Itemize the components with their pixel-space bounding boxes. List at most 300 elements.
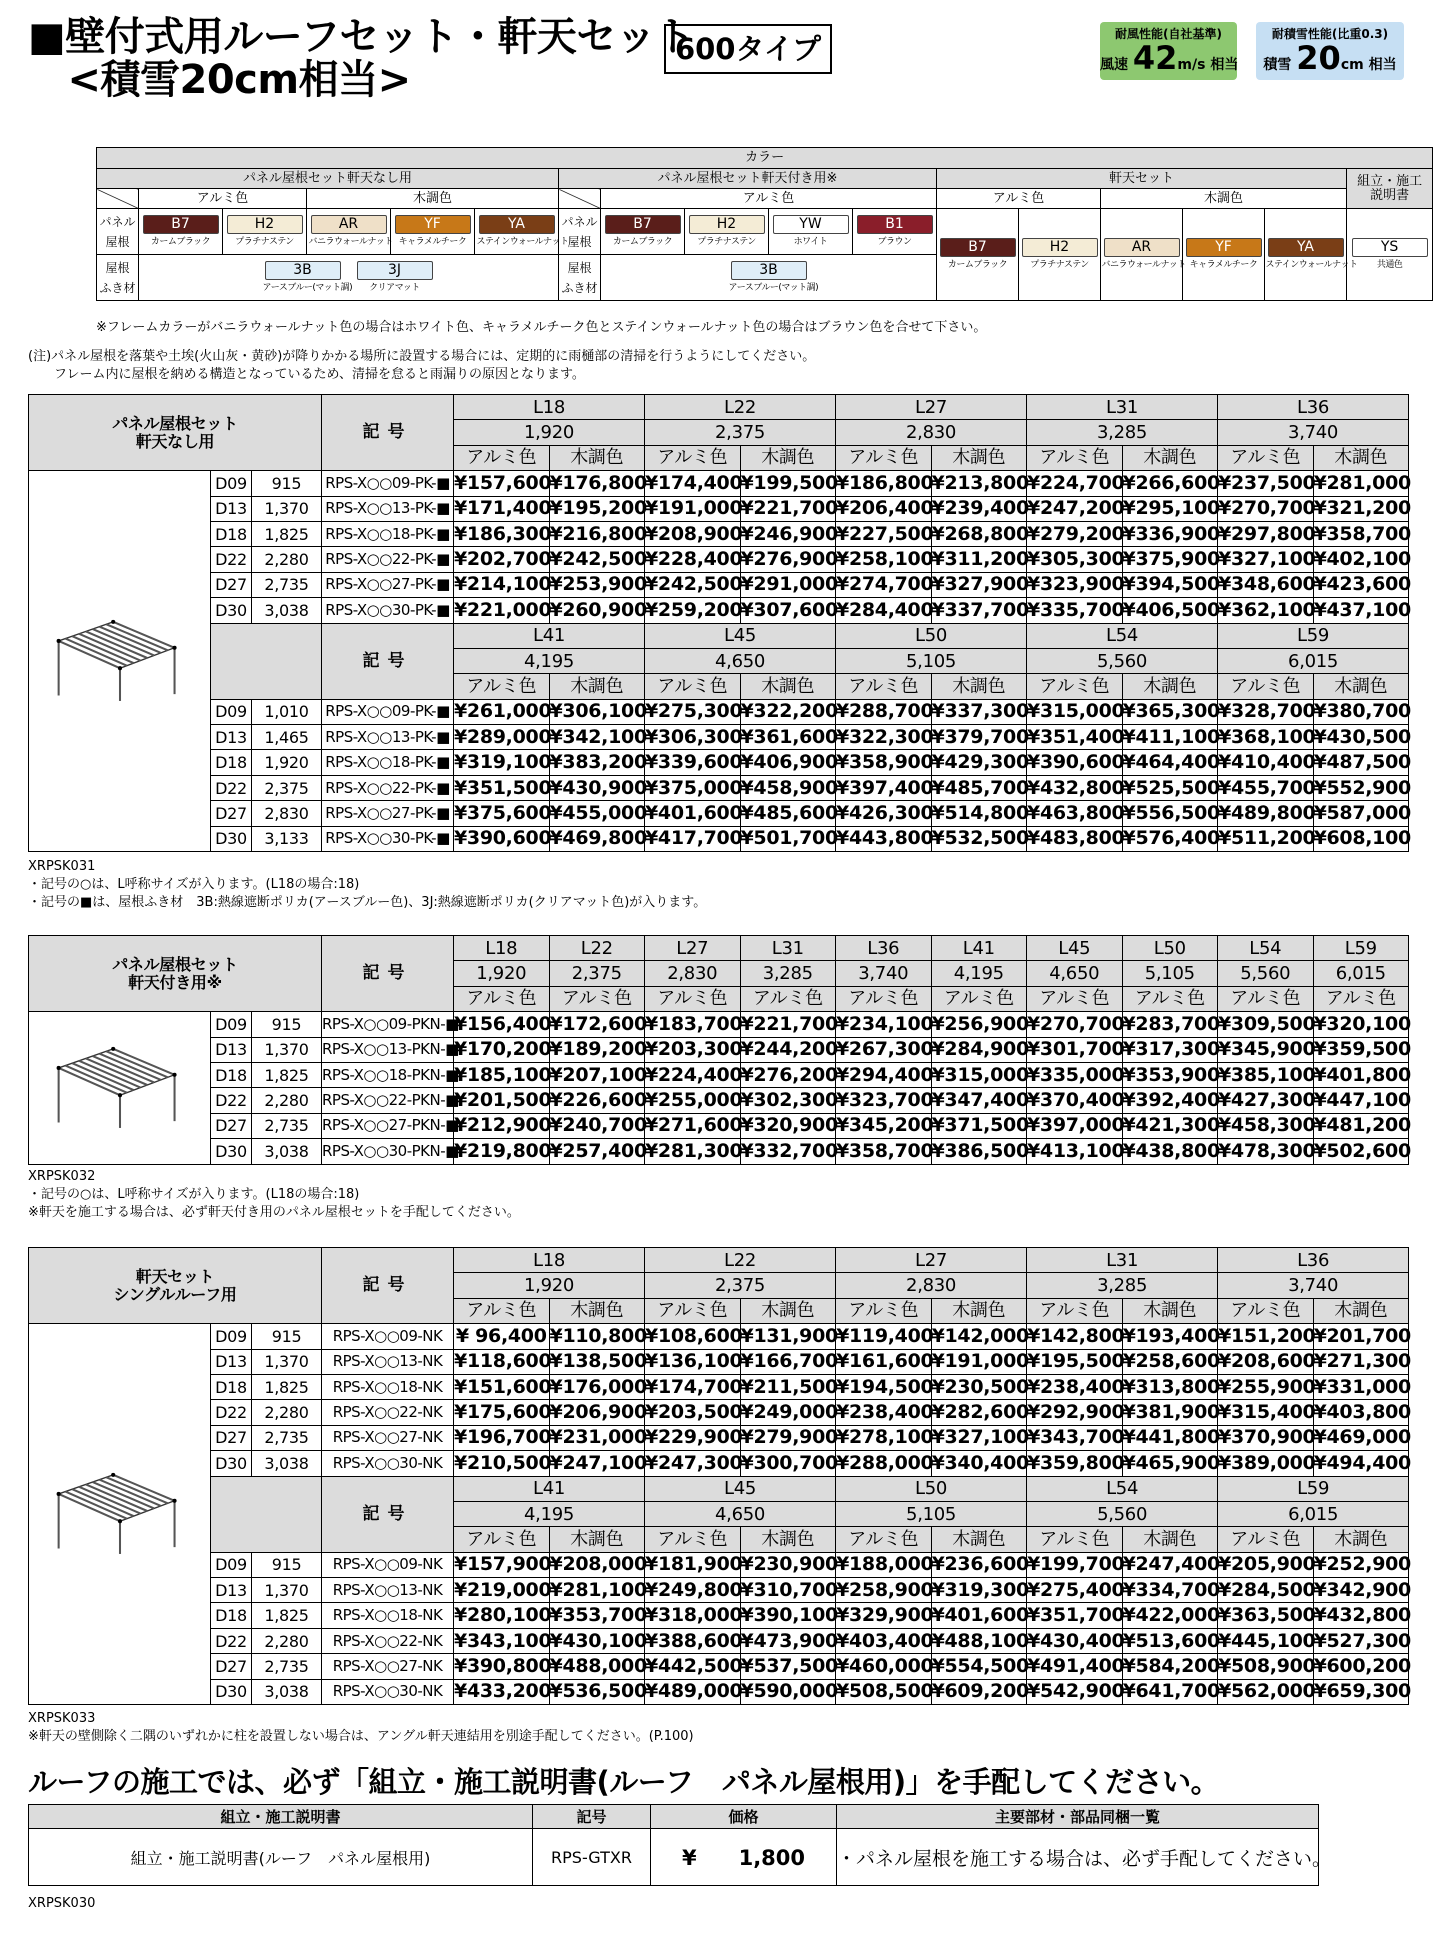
depth-mm: 2,735 [252, 1654, 322, 1679]
length-header: L36 [1218, 395, 1409, 420]
width-header: 3,285 [1027, 1273, 1218, 1298]
price-cell: ¥554,500 [931, 1654, 1027, 1679]
manual-header-name: 組立・施工説明書 [29, 1805, 533, 1829]
item-code: RPS-X○○22-NK [322, 1628, 454, 1653]
width-header: 4,650 [1027, 961, 1123, 986]
price-cell: ¥284,500 [1218, 1578, 1314, 1603]
depth-code: D13 [211, 725, 252, 750]
color-chip [601, 209, 685, 255]
price-cell: ¥353,700 [549, 1603, 645, 1628]
price-cell: ¥417,700 [645, 826, 741, 851]
color-swatch: B7 [940, 238, 1016, 257]
price-cell: ¥323,700 [836, 1088, 932, 1113]
length-header: L41 [454, 623, 645, 648]
price-cell: ¥306,100 [549, 699, 645, 724]
price-cell: ¥309,500 [1218, 1012, 1314, 1037]
price-cell: ¥279,900 [740, 1425, 836, 1450]
depth-mm: 2,735 [252, 572, 322, 597]
roof-name: クリアマット [369, 283, 420, 293]
depth-code: D13 [211, 496, 252, 521]
color-name: ブラウン [877, 237, 912, 247]
depth-mm: 1,825 [252, 1374, 322, 1399]
color-header: アルミ色 [1218, 1527, 1314, 1552]
price-cell: ¥358,700 [1313, 521, 1409, 546]
table-row [29, 1062, 1409, 1087]
color-header: 木調色 [549, 445, 645, 470]
price-cell: ¥189,200 [549, 1037, 645, 1062]
price-cell: ¥191,000 [931, 1349, 1027, 1374]
price-cell: ¥305,300 [1027, 547, 1123, 572]
price-cell: ¥430,500 [1313, 725, 1409, 750]
depth-mm: 1,370 [252, 496, 322, 521]
table-row [29, 1603, 1409, 1628]
price-cell: ¥584,200 [1122, 1654, 1218, 1679]
price-cell: ¥136,100 [645, 1349, 741, 1374]
color-swatch: YF [1186, 238, 1262, 257]
price-cell: ¥313,800 [1122, 1374, 1218, 1399]
price-cell: ¥422,000 [1122, 1603, 1218, 1628]
price-cell: ¥219,000 [454, 1578, 550, 1603]
depth-mm: 3,038 [252, 1679, 322, 1704]
price-cell: ¥438,800 [1122, 1139, 1218, 1164]
price-cell: ¥259,200 [645, 598, 741, 623]
color-swatch: H2 [689, 215, 765, 234]
price-cell: ¥411,100 [1122, 725, 1218, 750]
price-cell: ¥413,100 [1027, 1139, 1123, 1164]
price-cell: ¥430,400 [1027, 1628, 1123, 1653]
snow-prefix: 積雪 [1263, 57, 1292, 73]
price-cell: ¥318,000 [645, 1603, 741, 1628]
width-header: 5,105 [836, 648, 1027, 673]
price-cell: ¥455,000 [549, 801, 645, 826]
g2-alumi: アルミ色 [601, 189, 937, 209]
length-header: L36 [1218, 1248, 1409, 1273]
price-cell: ¥194,500 [836, 1374, 932, 1399]
color-name: ステインウォールナット [476, 237, 569, 247]
price-cell: ¥659,300 [1313, 1679, 1409, 1704]
width-header: 6,015 [1218, 1501, 1409, 1526]
price-cell: ¥315,000 [1027, 699, 1123, 724]
depth-code: D09 [211, 699, 252, 724]
depth-mm: 2,280 [252, 1088, 322, 1113]
price-cell: ¥345,200 [836, 1113, 932, 1138]
depth-code: D09 [211, 1324, 252, 1349]
color-header: アルミ色 [740, 986, 836, 1011]
item-code: RPS-X○○22-PK-■ [322, 547, 454, 572]
table-row [29, 1552, 1409, 1577]
price-cell: ¥455,700 [1218, 775, 1314, 800]
price-cell: ¥174,700 [645, 1374, 741, 1399]
price-cell: ¥464,400 [1122, 750, 1218, 775]
depth-code: D27 [211, 801, 252, 826]
table-row [29, 1374, 1409, 1399]
depth-code: D13 [211, 1578, 252, 1603]
price-cell: ¥253,900 [549, 572, 645, 597]
price-cell: ¥433,200 [454, 1679, 550, 1704]
price-cell: ¥351,400 [1027, 725, 1123, 750]
width-header: 5,105 [836, 1501, 1027, 1526]
table-row [29, 775, 1409, 800]
price-cell: ¥258,900 [836, 1578, 932, 1603]
depth-code: D18 [211, 521, 252, 546]
price-cell: ¥345,900 [1218, 1037, 1314, 1062]
price-cell: ¥119,400 [836, 1324, 932, 1349]
color-swatch: B7 [143, 215, 219, 234]
price-cell: ¥252,900 [1313, 1552, 1409, 1577]
price-cell: ¥276,200 [740, 1062, 836, 1087]
price-cell: ¥294,400 [836, 1062, 932, 1087]
price-cell: ¥176,800 [549, 471, 645, 496]
price-cell: ¥280,100 [454, 1603, 550, 1628]
type-label: 600タイプ [664, 24, 832, 74]
item-code: RPS-X○○30-PK-■ [322, 826, 454, 851]
table-row [29, 572, 1409, 597]
table-row [29, 1578, 1409, 1603]
price-cell: ¥284,900 [931, 1037, 1027, 1062]
length-header: L50 [1122, 936, 1218, 961]
price-cell: ¥402,100 [1313, 547, 1409, 572]
color-name: キャラメルチーク [1189, 260, 1258, 270]
color-swatch: H2 [1022, 238, 1098, 257]
price-cell: ¥375,600 [454, 801, 550, 826]
item-code: RPS-X○○30-PK-■ [322, 598, 454, 623]
color-header: 木調色 [931, 674, 1027, 699]
table2-id: XRPSK032 [28, 1169, 96, 1184]
price-cell: ¥185,100 [454, 1062, 550, 1087]
color-header: アルミ色 [836, 986, 932, 1011]
price-cell: ¥240,700 [549, 1113, 645, 1138]
length-header: L18 [454, 395, 645, 420]
color-header: 木調色 [740, 1527, 836, 1552]
length-header: L31 [1027, 395, 1218, 420]
price-cell: ¥157,900 [454, 1552, 550, 1577]
price-cell: ¥322,300 [836, 725, 932, 750]
color-swatch: B7 [605, 215, 681, 234]
color-header: 木調色 [931, 1298, 1027, 1323]
length-header: L18 [454, 936, 550, 961]
price-cell: ¥487,500 [1313, 750, 1409, 775]
depth-mm: 2,735 [252, 1113, 322, 1138]
table-row [29, 750, 1409, 775]
price-cell: ¥320,100 [1313, 1012, 1409, 1037]
price-cell: ¥174,400 [645, 471, 741, 496]
item-code: RPS-X○○09-NK [322, 1324, 454, 1349]
price-cell: ¥315,400 [1218, 1400, 1314, 1425]
depth-mm: 2,280 [252, 1628, 322, 1653]
price-cell: ¥276,900 [740, 547, 836, 572]
item-code: RPS-X○○27-NK [322, 1425, 454, 1450]
g3-wood: 木調色 [1101, 189, 1347, 209]
depth-code: D27 [211, 1654, 252, 1679]
manual-price: 1,800 [738, 1846, 806, 1870]
snow-badge-label: 耐積雪性能(比重0.3) [1271, 27, 1389, 41]
price-cell: ¥488,000 [549, 1654, 645, 1679]
price-cell: ¥315,000 [931, 1062, 1027, 1087]
color-header: アルミ色 [645, 986, 741, 1011]
price-cell: ¥331,000 [1313, 1374, 1409, 1399]
price-cell: ¥501,700 [740, 826, 836, 851]
price-cell: ¥307,600 [740, 598, 836, 623]
price-cell: ¥199,700 [1027, 1552, 1123, 1577]
price-cell: ¥421,300 [1122, 1113, 1218, 1138]
price-cell: ¥203,300 [645, 1037, 741, 1062]
price-cell: ¥157,600 [454, 471, 550, 496]
width-header: 4,650 [645, 1501, 836, 1526]
width-header: 5,560 [1027, 648, 1218, 673]
price-cell: ¥386,500 [931, 1139, 1027, 1164]
table-row [29, 699, 1409, 724]
depth-code: D30 [211, 1679, 252, 1704]
color-header: アルミ色 [1218, 1298, 1314, 1323]
price-cell: ¥348,600 [1218, 572, 1314, 597]
diagram-cell [29, 1324, 211, 1705]
price-cell: ¥172,600 [549, 1012, 645, 1037]
depth-mm: 915 [252, 1552, 322, 1577]
price-cell: ¥275,300 [645, 699, 741, 724]
group-eave-set: 軒天セット [937, 169, 1347, 189]
price-cell: ¥161,600 [836, 1349, 932, 1374]
diagram-cell [29, 1012, 211, 1164]
length-header: L41 [454, 1476, 645, 1501]
price-cell: ¥171,400 [454, 496, 550, 521]
depth-code: D09 [211, 1012, 252, 1037]
depth-mm: 2,830 [252, 801, 322, 826]
price-cell: ¥335,000 [1027, 1062, 1123, 1087]
color-name: バニラウォールナット [1101, 260, 1186, 270]
manual-header-list: 主要部材・部品同梱一覧 [837, 1805, 1319, 1829]
price-cell: ¥227,500 [836, 521, 932, 546]
price-cell: ¥359,800 [1027, 1451, 1123, 1476]
depth-code: D27 [211, 572, 252, 597]
color-swatch: AR [1104, 238, 1180, 257]
width-header: 1,920 [454, 1273, 645, 1298]
item-code: RPS-X○○18-PK-■ [322, 750, 454, 775]
price-cell: ¥268,800 [931, 521, 1027, 546]
price-cell: ¥221,000 [454, 598, 550, 623]
width-header: 4,195 [454, 1501, 645, 1526]
item-code: RPS-X○○22-PKN-■ [322, 1088, 454, 1113]
color-name: 共通色 [1376, 260, 1403, 270]
depth-mm: 3,133 [252, 826, 322, 851]
color-header: 木調色 [931, 445, 1027, 470]
color-chip [1347, 209, 1433, 301]
price-cell: ¥361,600 [740, 725, 836, 750]
width-header: 3,285 [740, 961, 836, 986]
price-cell: ¥213,800 [931, 471, 1027, 496]
price-cell: ¥390,600 [1027, 750, 1123, 775]
label-roof: 屋根 [567, 234, 592, 249]
price-table-eave-set [28, 1247, 1409, 1705]
price-cell: ¥491,400 [1027, 1654, 1123, 1679]
color-header: 木調色 [1122, 445, 1218, 470]
color-chip [853, 209, 937, 255]
price-cell: ¥323,900 [1027, 572, 1123, 597]
length-header: L45 [1027, 936, 1123, 961]
color-header: 木調色 [549, 1298, 645, 1323]
color-header: 木調色 [549, 674, 645, 699]
manual-code: RPS-GTXR [533, 1829, 651, 1886]
table3-id: XRPSK033 [28, 1711, 96, 1726]
item-code: RPS-X○○09-PKN-■ [322, 1012, 454, 1037]
width-header: 3,740 [1218, 420, 1409, 445]
price-cell: ¥321,200 [1313, 496, 1409, 521]
snow-badge [1256, 22, 1404, 80]
color-chip [139, 209, 223, 255]
price-cell: ¥339,600 [645, 750, 741, 775]
price-cell: ¥370,400 [1027, 1088, 1123, 1113]
price-cell: ¥473,900 [740, 1628, 836, 1653]
color-title: カラー [97, 148, 1433, 169]
price-cell: ¥216,800 [549, 521, 645, 546]
price-cell: ¥289,000 [454, 725, 550, 750]
color-header: アルミ色 [836, 1527, 932, 1552]
manual-instruction-title: ルーフの施工では、必ず「組立・施工説明書(ルーフ パネル屋根用)」を手配してください。 [28, 1765, 1220, 1799]
price-cell: ¥406,900 [740, 750, 836, 775]
label-roof: 屋根 [105, 234, 130, 249]
color-chip [307, 209, 391, 255]
price-cell: ¥458,300 [1218, 1113, 1314, 1138]
manual-note: ・パネル屋根を施工する場合は、必ず手配してください。 [837, 1829, 1319, 1886]
price-cell: ¥292,900 [1027, 1400, 1123, 1425]
manual-name: 組立・施工説明書(ルーフ パネル屋根用) [29, 1829, 533, 1886]
price-cell: ¥151,200 [1218, 1324, 1314, 1349]
color-swatch: YA [1268, 238, 1344, 257]
price-cell: ¥463,800 [1027, 801, 1123, 826]
code-header: 記号 [322, 1248, 454, 1324]
depth-mm: 2,735 [252, 1425, 322, 1450]
width-header: 2,830 [836, 1273, 1027, 1298]
price-cell: ¥351,500 [454, 775, 550, 800]
roof-diagram [45, 603, 195, 713]
price-cell: ¥301,700 [1027, 1037, 1123, 1062]
price-cell: ¥600,200 [1313, 1654, 1409, 1679]
price-cell: ¥332,700 [740, 1139, 836, 1164]
price-cell: ¥336,900 [1122, 521, 1218, 546]
table-row [29, 725, 1409, 750]
price-cell: ¥191,000 [645, 496, 741, 521]
item-code: RPS-X○○13-PK-■ [322, 725, 454, 750]
color-name: ステインウォールナット [1265, 260, 1358, 270]
g3-alumi: アルミ色 [937, 189, 1101, 209]
color-header: アルミ色 [1027, 1527, 1123, 1552]
length-header: L27 [645, 936, 741, 961]
price-cell: ¥208,000 [549, 1552, 645, 1577]
price-cell: ¥108,600 [645, 1324, 741, 1349]
color-swatch: YF [395, 215, 471, 234]
price-cell: ¥297,800 [1218, 521, 1314, 546]
color-name: キャラメルチーク [398, 237, 467, 247]
code-header: 記号 [322, 395, 454, 471]
price-cell: ¥343,100 [454, 1628, 550, 1653]
price-cell: ¥284,400 [836, 598, 932, 623]
price-cell: ¥381,900 [1122, 1400, 1218, 1425]
price-cell: ¥576,400 [1122, 826, 1218, 851]
price-cell: ¥274,700 [836, 572, 932, 597]
table-title: パネル屋根セット 軒天なし用 [29, 395, 322, 471]
price-cell: ¥138,500 [549, 1349, 645, 1374]
price-cell: ¥258,100 [836, 547, 932, 572]
depth-code: D22 [211, 547, 252, 572]
price-cell: ¥175,600 [454, 1400, 550, 1425]
length-header: L59 [1218, 1476, 1409, 1501]
price-cell: ¥542,900 [1027, 1679, 1123, 1704]
width-header: 5,560 [1027, 1501, 1218, 1526]
price-cell: ¥310,700 [740, 1578, 836, 1603]
price-cell: ¥552,900 [1313, 775, 1409, 800]
price-cell: ¥363,500 [1218, 1603, 1314, 1628]
price-cell: ¥394,500 [1122, 572, 1218, 597]
roof-chips [139, 255, 559, 301]
wind-badge [1100, 22, 1237, 80]
price-cell: ¥351,700 [1027, 1603, 1123, 1628]
item-code: RPS-X○○30-NK [322, 1451, 454, 1476]
table-row [29, 826, 1409, 851]
depth-mm: 915 [252, 1012, 322, 1037]
price-cell: ¥ 96,400 [454, 1324, 550, 1349]
snow-value: 20 [1296, 39, 1341, 77]
length-header: L45 [645, 1476, 836, 1501]
label-panel: パネル [99, 214, 136, 229]
color-swatch: YA [479, 215, 555, 234]
price-cell: ¥281,300 [645, 1139, 741, 1164]
table-row [29, 1654, 1409, 1679]
code-header: 記号 [322, 1476, 454, 1552]
price-cell: ¥329,900 [836, 1603, 932, 1628]
table-row [29, 1324, 1409, 1349]
depth-mm: 1,920 [252, 750, 322, 775]
price-cell: ¥401,600 [931, 1603, 1027, 1628]
cleaning-note: (注)パネル屋根を落葉や土埃(火山灰・黄砂)が降りかかる場所に設置する場合には、定期的に雨樋部の清掃を行うようにしてください。 フレーム内に屋根を納める構造となっているため、清掃を怠ると雨漏りの原因となります。 [28, 349, 816, 382]
width-header: 4,195 [454, 648, 645, 673]
depth-mm: 1,825 [252, 521, 322, 546]
width-header: 4,195 [931, 961, 1027, 986]
price-cell: ¥488,100 [931, 1628, 1027, 1653]
color-header: 木調色 [1313, 1527, 1409, 1552]
width-header: 4,650 [645, 648, 836, 673]
item-code: RPS-X○○27-NK [322, 1654, 454, 1679]
color-name: プラチナステン [697, 237, 756, 247]
color-header: 木調色 [1122, 1298, 1218, 1323]
g1-alumi: アルミ色 [139, 189, 307, 209]
price-cell: ¥590,000 [740, 1679, 836, 1704]
color-name: ホワイト [793, 237, 828, 247]
color-header: アルミ色 [1218, 674, 1314, 699]
price-cell: ¥447,100 [1313, 1088, 1409, 1113]
depth-code: D27 [211, 1425, 252, 1450]
table-row [29, 1088, 1409, 1113]
item-code: RPS-X○○27-PKN-■ [322, 1113, 454, 1138]
price-cell: ¥465,900 [1122, 1451, 1218, 1476]
price-cell: ¥513,600 [1122, 1628, 1218, 1653]
color-header: 木調色 [1122, 1527, 1218, 1552]
price-cell: ¥430,100 [549, 1628, 645, 1653]
length-header: L27 [836, 1248, 1027, 1273]
item-code: RPS-X○○22-NK [322, 1400, 454, 1425]
length-header: L22 [645, 1248, 836, 1273]
price-cell: ¥267,300 [836, 1037, 932, 1062]
price-cell: ¥206,400 [836, 496, 932, 521]
price-cell: ¥281,000 [1313, 471, 1409, 496]
price-cell: ¥489,800 [1218, 801, 1314, 826]
price-cell: ¥432,800 [1313, 1603, 1409, 1628]
depth-mm: 915 [252, 471, 322, 496]
price-cell: ¥270,700 [1218, 496, 1314, 521]
item-code: RPS-X○○18-NK [322, 1374, 454, 1399]
item-code: RPS-X○○13-PK-■ [322, 496, 454, 521]
group-no-eave: パネル屋根セット軒天なし用 [97, 169, 559, 189]
price-cell: ¥279,200 [1027, 521, 1123, 546]
price-cell: ¥238,400 [1027, 1374, 1123, 1399]
